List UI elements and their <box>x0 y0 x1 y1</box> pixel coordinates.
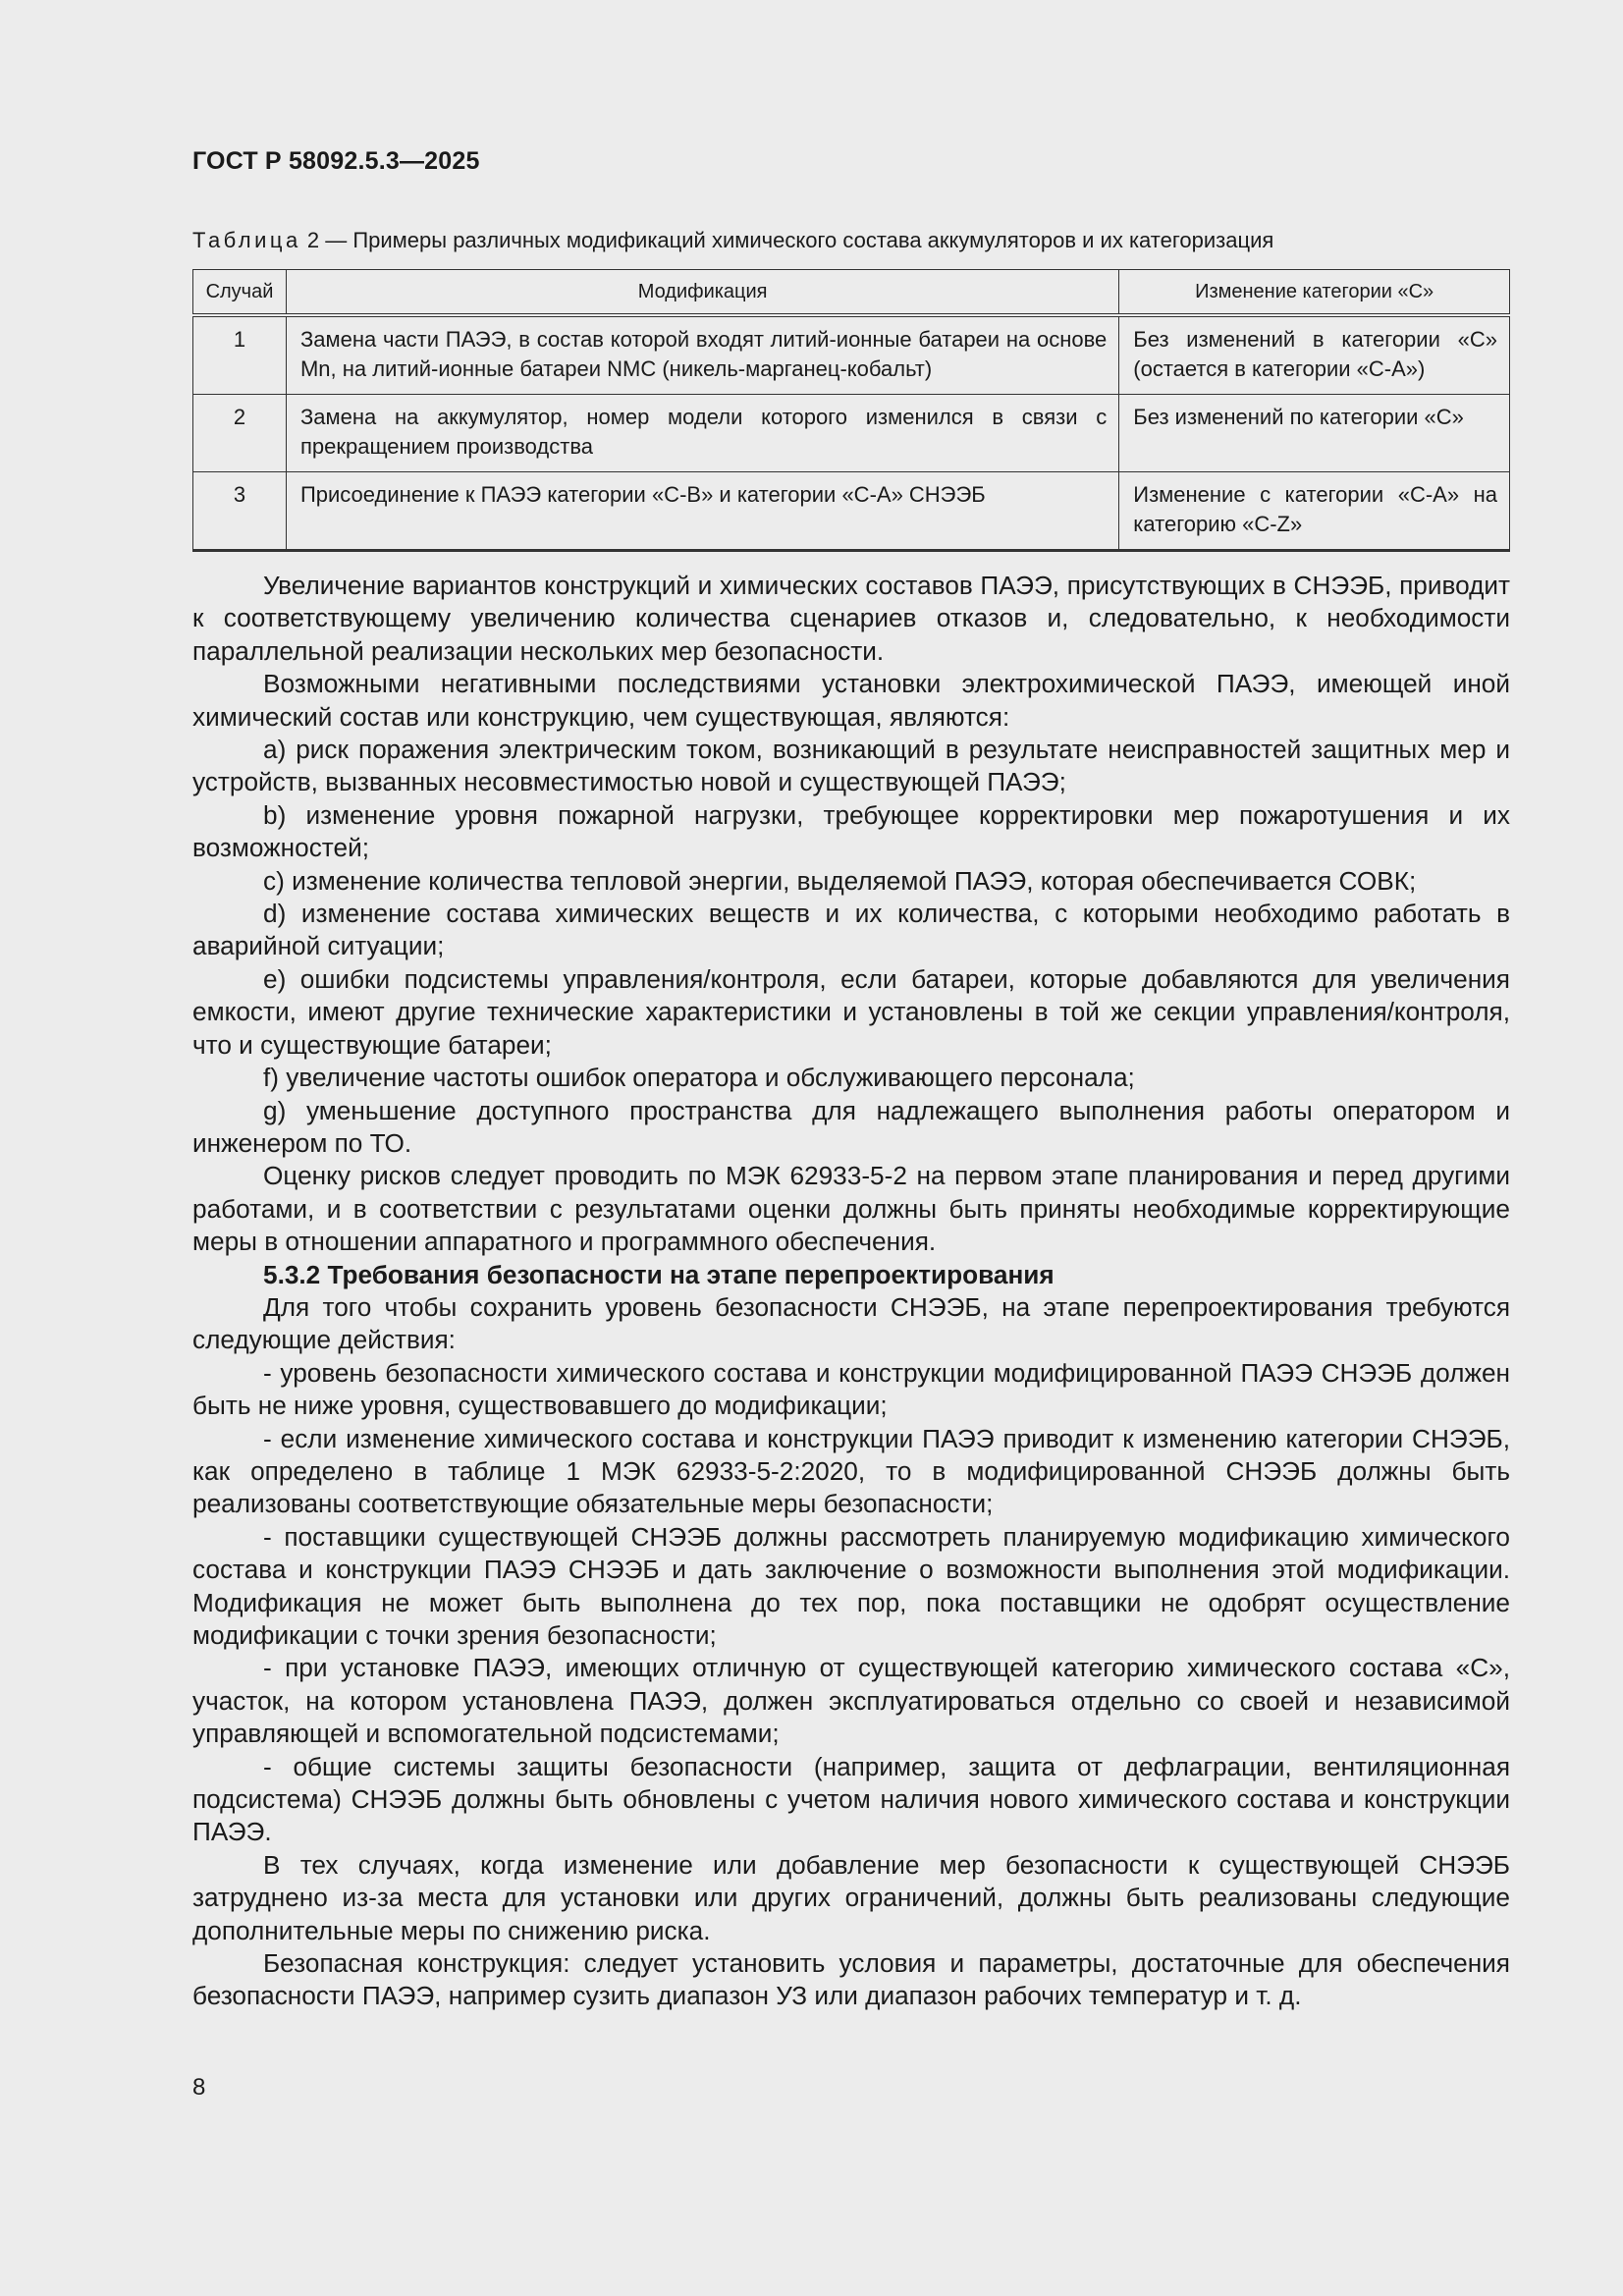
list-item: c) изменение количества тепловой энергии, выделяемой ПАЭЭ, которая обеспечивается СОВК; <box>263 865 1417 896</box>
table-cell-modification: Замена части ПАЭЭ, в состав которой входят литий-ионные батареи на основе Mn, на литий-ионные батареи NMC (никель-марганец-кобальт) <box>286 315 1118 395</box>
table-cell-case: 2 <box>193 395 287 472</box>
list-item: а) риск поражения электрическим током, возникающий в результате неисправностей защитных мер и устройств, вызванных несовместимостью новой и существующей ПАЭЭ; <box>192 735 1510 797</box>
list-item: - общие системы защиты безопасности (например, защита от дефлаграции, вентиляционная подсистема) СНЭЭБ должны быть обновлены с учетом наличия нового химического состава и конструкции ПАЭЭ. <box>192 1751 1510 1847</box>
table-cell-case: 1 <box>193 315 287 395</box>
table-header-row <box>193 270 1510 316</box>
list-item: e) ошибки подсистемы управления/контроля, если батареи, которые добавляются для увеличения емкости, имеют другие технические характеристики и установлены в той же секции управления/контроля, что и существующие батареи; <box>192 963 1510 1060</box>
table-cell-category-change: Без изменений по категории «С» <box>1119 395 1510 472</box>
paragraph: Возможными негативными последствиями установки электрохимической ПАЭЭ, имеющей иной химический состав или конструкцию, чем существующая, являются: <box>192 669 1510 732</box>
paragraph: Оценку рисков следует проводить по МЭК 62933-5-2 на первом этапе планирования и перед другими работами, и в соответствии с результатами оценки должны быть приняты необходимые корректирующие меры в отношении аппаратного и программного обеспечения. <box>192 1161 1510 1257</box>
paragraph: В тех случаях, когда изменение или добавление мер безопасности к существующей СНЭЭБ затруднено из-за места для установки или других ограничений, должны быть реализованы следующие дополнительные меры по снижению риска. <box>192 1849 1510 1945</box>
list-item: - при установке ПАЭЭ, имеющих отличную от существующей категорию химического состава «С», участок, на котором установлена ПАЭЭ, должен эксплуатироваться отдельно со своей и независимой управляющей и вспомогательной подсистемами; <box>192 1653 1510 1749</box>
paragraph: Для того чтобы сохранить уровень безопасности СНЭЭБ, на этапе перепроектирования требуются следующие действия: <box>192 1291 1510 1355</box>
table-cell-modification: Замена на аккумулятор, номер модели которого изменился в связи с прекращением производства <box>286 395 1118 472</box>
table-cell-category-change: Без изменений в категории «С» (остается в категории «С-А») <box>1119 315 1510 395</box>
paragraph: Увеличение вариантов конструкций и химических составов ПАЭЭ, присутствующих в СНЭЭБ, приводит к соответствующему увеличению количества сценариев отказов и, следовательно, к необходимости параллельной реализации нескольких мер безопасности. <box>192 571 1510 666</box>
list-item: - если изменение химического состава и конструкции ПАЭЭ приводит к изменению категории СНЭЭБ, как определено в таблице 1 МЭК 62933-5-2:2020, то в модифицированной СНЭЭБ должны быть реализованы соответствующие обязательные меры безопасности; <box>192 1423 1510 1519</box>
list-item: g) уменьшение доступного пространства для надлежащего выполнения работы оператором и инженером по ТО. <box>192 1095 1510 1158</box>
list-item: - поставщики существующей СНЭЭБ должны рассмотреть планируемую модификацию химического состава и конструкции ПАЭЭ СНЭЭБ и дать заключение о возможности выполнения этой модификации. Модификация не может быть выполнена до тех пор, пока поставщики не одобрят осуществление модификации с точки зрения безопасности; <box>192 1521 1510 1650</box>
page-number: 8 <box>192 2074 206 2101</box>
table-row <box>193 315 1510 395</box>
table-cell-modification: Присоединение к ПАЭЭ категории «С-В» и категории «С-А» СНЭЭБ <box>286 472 1118 551</box>
table-row <box>193 472 1510 551</box>
table-row <box>193 395 1510 472</box>
table-cell-case: 3 <box>193 472 287 551</box>
list-item: b) изменение уровня пожарной нагрузки, требующее корректировки мер пожаротушения и их возможностей; <box>192 799 1510 863</box>
section-heading: 5.3.2 Требования безопасности на этапе перепроектирования <box>263 1259 1055 1289</box>
table-caption-word: Таблица <box>192 228 301 252</box>
table-cell-category-change: Изменение с категории «С-А» на категорию «C-Z» <box>1119 472 1510 551</box>
column-header-category-change: Изменение категории «С» <box>1119 270 1510 316</box>
list-item: f) увеличение частоты ошибок оператора и обслуживающего персонала; <box>263 1063 1135 1093</box>
list-item: d) изменение состава химических веществ и их количества, с которыми необходимо работать в аварийной ситуации; <box>192 899 1510 961</box>
document-body <box>192 570 1510 2013</box>
document-header: ГОСТ Р 58092.5.3—2025 <box>192 147 480 175</box>
column-header-case: Случай <box>193 270 287 316</box>
table-caption-text: 2 — Примеры различных модификаций химического состава аккумуляторов и их категоризация <box>300 228 1274 252</box>
column-header-modification: Модификация <box>286 270 1118 316</box>
table-caption <box>192 228 1439 253</box>
list-item: - уровень безопасности химического состава и конструкции модифицированной ПАЭЭ СНЭЭБ должен быть не ниже уровня, существовавшего до модификации; <box>192 1357 1510 1421</box>
modifications-table <box>192 269 1510 552</box>
paragraph: Безопасная конструкция: следует установить условия и параметры, достаточные для обеспечения безопасности ПАЭЭ, например сузить диапазон УЗ или диапазон рабочих температур и т. д. <box>192 1948 1510 2011</box>
